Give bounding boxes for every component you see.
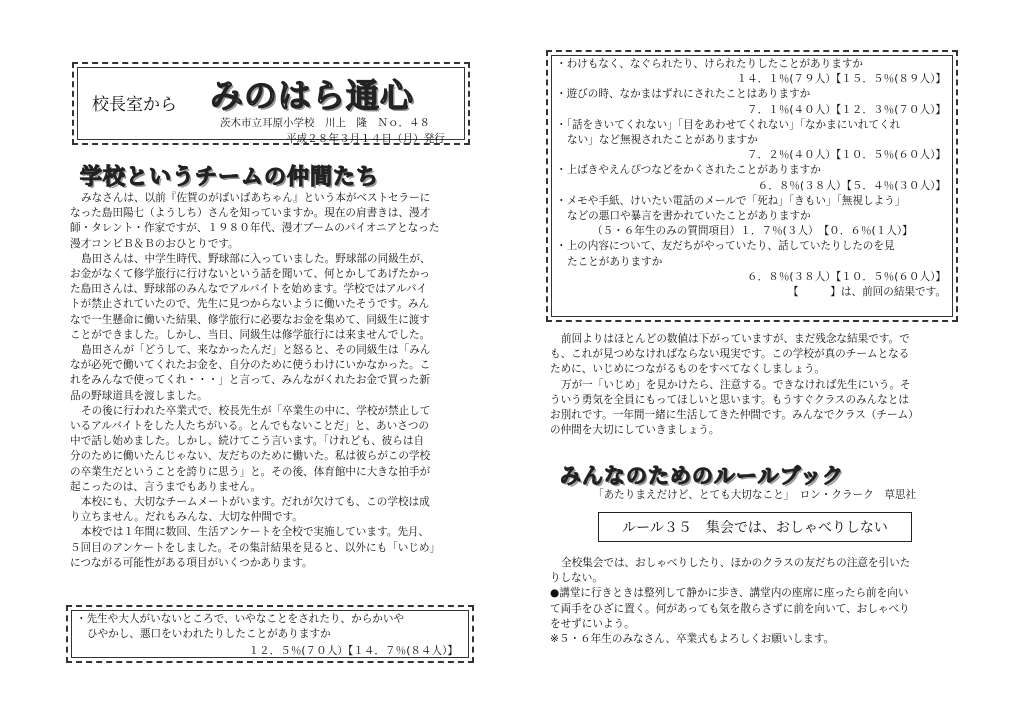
paragraph-line: ういう勇気を全員にもってほしいと思います。もうすぐクラスのみんなとは — [550, 393, 910, 406]
paragraph-line: なで一生懸命に働いた結果、修学旅行に必要なお金を集めて、同級生に渡す — [70, 313, 430, 326]
paragraph-line: ●講堂に行きときは整列して静かに歩き、講堂内の座席に座ったら前を向い — [550, 587, 909, 600]
rule-title: ルール３５ 集会では、おしゃべりしない — [622, 520, 888, 536]
section-heading-team: 学校というチームの仲間たち — [80, 165, 380, 190]
rule-box — [598, 512, 912, 542]
survey-question: ・「話をきいてくれない」「目をあわせてくれない」「なかまにいれてくれ — [556, 118, 901, 131]
paragraph-line: 島田さんが「どうして、来なかったんだ」と怒ると、その同級生は「みん — [81, 344, 431, 357]
survey-question: ひやかし、悪口をいわれたりしたことがありますか — [87, 628, 331, 641]
paragraph-line: 島田さんは、中学生時代、野球部に入っていました。野球部の同級生が、 — [81, 252, 431, 265]
paragraph-line: も、これが見つめなければならない現実です。この学校が真のチームとなる — [550, 348, 910, 361]
paragraph-line: 師・タレント・作家ですが、１９８０年代、漫才ブームのパイオニアとなった — [70, 222, 440, 235]
survey-stat: （５・６年生のみの質問項目）１．７％(３人） 【０．６％(１人）】 — [592, 225, 913, 238]
survey-list — [556, 57, 946, 300]
paragraph-line: をせずにいよう。 — [550, 617, 635, 630]
paragraph-line: お別れです。一年間一緒に生活してきた仲間です。みんなでクラス（チーム） — [550, 409, 919, 422]
paragraph-line: り立ちません。だれもみんな、大切な仲間です。 — [70, 511, 303, 524]
paragraph-line: 漫才コンビＢ＆Ｂのおひとりです。 — [70, 237, 239, 250]
survey-box-right — [546, 50, 958, 322]
paragraph-line: ※５・６年生のみなさん、卒業式もよろしくお願いします。 — [550, 633, 835, 646]
paragraph-line: につながる可能性がある項目がいくつかあります。 — [70, 556, 313, 569]
section-body-team — [70, 191, 440, 571]
rulebook-source: 「あたりまえだけど、とても大切なこと」 ロン・クラーク 草思社 — [593, 489, 917, 501]
paragraph-line: 中で話し始めました。しかし、続けてこう言います。「けれども、彼らは自 — [70, 435, 425, 448]
survey-stat: ７．２％(４０人）【１０．５％(６０人）】 — [747, 149, 946, 162]
paragraph-line: お金がなくて修学旅行に行けないという話を聞いて、何とかしてあげたかっ — [70, 268, 430, 281]
paragraph-line: の仲間を大切にしていきましょう。 — [550, 424, 720, 437]
survey-stat: ６．８％(３８人）【１０．５％(６０人）】 — [747, 270, 946, 283]
paragraph-line: その後に行われた卒業式で、校長先生が「卒業生の中に、学校が禁止して — [81, 404, 431, 417]
newsletter-title: みのはら通心 — [210, 76, 414, 115]
paragraph-line: なが必死で働いてくれたお金を、自分のために使うわけにいかなかった。こ — [70, 359, 431, 372]
paragraph-line: ために、いじめにつながるものをすべてなくしましょう。 — [550, 363, 826, 376]
survey-box-left — [66, 605, 474, 663]
survey-item — [76, 612, 404, 642]
section-heading-rulebook: みんなのためのルールブック — [560, 464, 845, 488]
paragraph-line: りしない。 — [550, 572, 603, 585]
paragraph-line: 本校にも、大切なチームメートがいます。だれが欠けても、この学校は成 — [81, 496, 430, 509]
paragraph-line: なった島田陽七（ようしち）さんを知っていますか。現在の肩書きは、漫才 — [70, 207, 431, 220]
paragraph-line: いるアルバイトをした人たちがいる。とんでもないことだ」と、あいさつの — [70, 420, 430, 433]
survey-question: たことがありますか — [567, 255, 663, 268]
paragraph-line: 万が一「いじめ」を見かけたら、注意する。できなければ先生にいう。そ — [561, 378, 911, 391]
paragraph-line: 全校集会では、おしゃべりしたり、ほかのクラスの友だちの注意を引いた — [561, 557, 911, 569]
survey-question: などの悪口や暴言を書かれていたことがありますか — [567, 210, 811, 223]
paragraph-line: の卒業生だということを誇りに思う」と。その後、体育館中に大きな拍手が — [70, 465, 431, 478]
section-body-rulebook — [550, 556, 910, 647]
header-label: 校長室から — [92, 95, 177, 115]
survey-stat: １４．１％(７９人）【１５．５％(８９人）】 — [736, 73, 946, 86]
paragraph-line: 前回よりはほとんどの数値は下がっていますが、まだ残念な結果です。で — [561, 333, 910, 345]
paragraph-line: トが禁止されていたので、先生に見つからないように働いたそうです。みん — [70, 298, 430, 311]
section-body-team-continued — [550, 332, 919, 438]
survey-question: ・上ばきやえんぴつなどをかくされたことがありますか — [556, 164, 821, 177]
paragraph-line: ことができました。しかし、当日、同級生は修学旅行には来ませんでした。 — [70, 328, 431, 341]
paragraph-line: れをみんなで使ってくれ・・・」と言って、みんながくれたお金で買った新 — [70, 374, 430, 387]
survey-question: ・メモや手紙、けいたい電話のメールで「死ね」「きもい」「無視しよう」 — [556, 194, 906, 207]
paragraph-line: ５回目のアンケートをしました。その集計結果を見ると、以外にも「いじめ」 — [70, 541, 441, 554]
survey-question: ・先生や大人がいないところで、いやなことをされたり、からかいや — [76, 613, 405, 625]
paragraph-line: て両手をひざに置く。何があっても気を散らさずに前を向いて、おしゃべり — [550, 602, 910, 615]
survey-question: ・遊びの時、なかまはずれにされたことはありますか — [556, 88, 811, 101]
survey-question: ・わけもなく、なぐられたり、けられたりしたことがありますか — [556, 58, 864, 70]
paragraph-line: 起こったのは、言うまでもありません。 — [70, 480, 262, 493]
survey-note: 【 】は、前回の結果です。 — [787, 286, 946, 299]
paragraph-line: 本校では１年間に数回、生活アンケートを全校で実施しています。先月、 — [81, 526, 430, 539]
issue-date: 平成２８年３月１４日（月）発行 — [286, 133, 445, 145]
survey-stat: １２．５％(７０人）【１４．７％(８４人）】 — [248, 645, 458, 657]
paragraph-line: 品の野球道具を渡しました。 — [70, 389, 208, 402]
survey-question: ・上の内容について、友だちがやっていたり、話していたりしたのを見 — [556, 240, 895, 253]
paragraph-line: 分のために働いたんじゃない、友だちのために働いた。私は彼らがこの学校 — [70, 450, 431, 463]
paragraph-line: みなさんは、以前『佐賀のがばいばあちゃん』という本がベストセラーに — [81, 192, 431, 204]
survey-stat: ６．８％(３８人）【５．４％(３０人）】 — [757, 179, 946, 192]
paragraph-line: た島田さんは、野球部のみんなでアルバイトを始めます。学校ではアルバイ — [70, 283, 428, 296]
survey-stat: ７．１％(４０人）【１２．３％(７０人）】 — [747, 103, 946, 116]
school-name: 茨木市立耳原小学校 川上 隆 Ｎｏ．４８ — [220, 117, 430, 129]
survey-question: ない」など無視されたことがありますか — [567, 134, 758, 147]
